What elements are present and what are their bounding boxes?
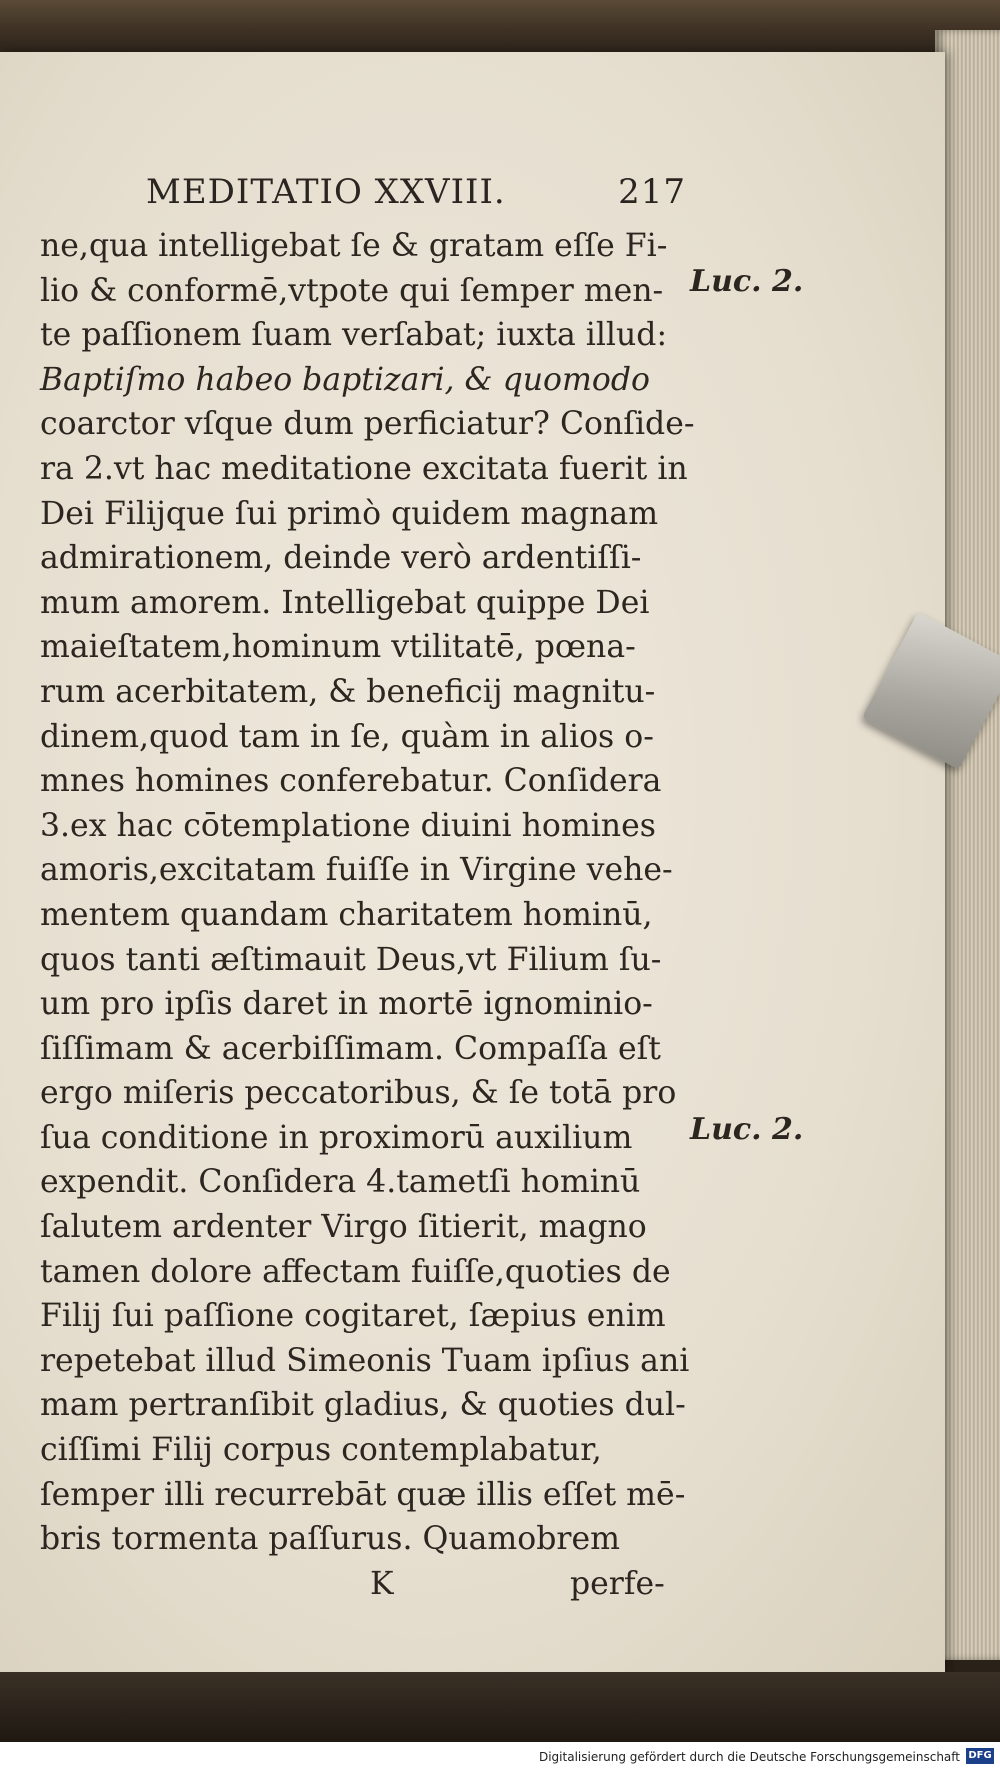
text-line: coarctor vſque dum perficiatur? Conſide- xyxy=(40,406,695,443)
text-line: ciſſimi Filij corpus contemplabatur, xyxy=(40,1432,602,1469)
signature-mark: K xyxy=(370,1565,394,1602)
text-line: ne,qua intelligebat ſe & gratam eſſe Fi- xyxy=(40,228,668,264)
text-line: Dei Filijque ſui primò quidem magnam xyxy=(40,495,659,532)
text-line: ergo miſeris peccatoribus, & ſe totā pro xyxy=(40,1075,677,1112)
book-cover-edge xyxy=(0,0,1000,58)
text-line: mentem quandam charitatem hominū, xyxy=(40,896,653,933)
text-line: mam pertranſibit gladius, & quoties dul- xyxy=(40,1387,686,1424)
text-line: repetebat illud Simeonis Tuam ipſius ani xyxy=(40,1342,690,1379)
text-line: expendit. Conſidera 4.tametſi hominū xyxy=(40,1164,641,1201)
text-line: ra 2.vt hac meditatione excitata fuerit in xyxy=(40,450,688,487)
footer-bar xyxy=(0,1742,1000,1770)
page-number: 217 xyxy=(618,172,686,212)
funding-credit: Digitalisierung gefördert durch die Deutsche Forschungsgemeinschaft xyxy=(538,1750,960,1764)
text-line: lio & conformē,vtpote qui ſemper men- xyxy=(40,272,664,309)
running-head-title: MEDITATIO XXVIII. xyxy=(146,172,506,212)
text-line: admirationem, deinde verò ardentiſſi- xyxy=(40,540,642,577)
catchword: perfe- xyxy=(570,1565,665,1602)
text-line: rum acerbitatem, & beneficij magnitu- xyxy=(40,673,656,710)
text-line: ſemper illi recurrebāt quæ illis eſſet mē- xyxy=(40,1476,686,1513)
text-line: mum amorem. Intelligebat quippe Dei xyxy=(40,584,650,621)
text-line: quos tanti æſtimauit Deus,vt Filium ſu- xyxy=(40,941,662,978)
text-line: Baptiſmo habeo baptizari, & quomodo xyxy=(40,361,650,398)
book-bottom-edge xyxy=(0,1672,1000,1742)
text-line: amoris,excitatam fuiſſe in Virgine vehe- xyxy=(40,852,673,889)
text-line: maieſtatem,hominum vtilitatē, pœna- xyxy=(40,629,636,666)
text-line: bris tormenta paſſurus. Quamobrem xyxy=(40,1521,620,1558)
book-page xyxy=(0,52,945,1672)
text-line: 3.ex hac cōtemplatione diuini homines xyxy=(40,807,656,844)
text-line: mnes homines conferebatur. Conſidera xyxy=(40,763,662,800)
running-head xyxy=(146,172,686,216)
margin-note: Luc. 2. xyxy=(690,264,804,299)
dfg-logo: DFG xyxy=(966,1748,994,1764)
margin-note: Luc. 2. xyxy=(690,1112,804,1147)
text-line: ſua conditione in proximorū auxilium xyxy=(40,1119,633,1156)
text-line: Filij ſui paſſione cogitaret, ſæpius enim xyxy=(40,1298,666,1335)
catch-line xyxy=(40,1562,680,1607)
text-line: dinem,quod tam in ſe, quàm in alios o- xyxy=(40,718,654,755)
text-line: ſiſſimam & acerbiſſimam. Compaſſa eſt xyxy=(40,1030,661,1067)
text-line: ſalutem ardenter Virgo ſitierit, magno xyxy=(40,1209,647,1246)
text-line: tamen dolore affectam fuiſſe,quoties de xyxy=(40,1253,671,1290)
text-line: um pro ipſis daret in mortē ignominio- xyxy=(40,986,653,1023)
body-text xyxy=(40,224,695,1606)
text-line: te paſſionem ſuam verſabat; iuxta illud: xyxy=(40,317,668,354)
